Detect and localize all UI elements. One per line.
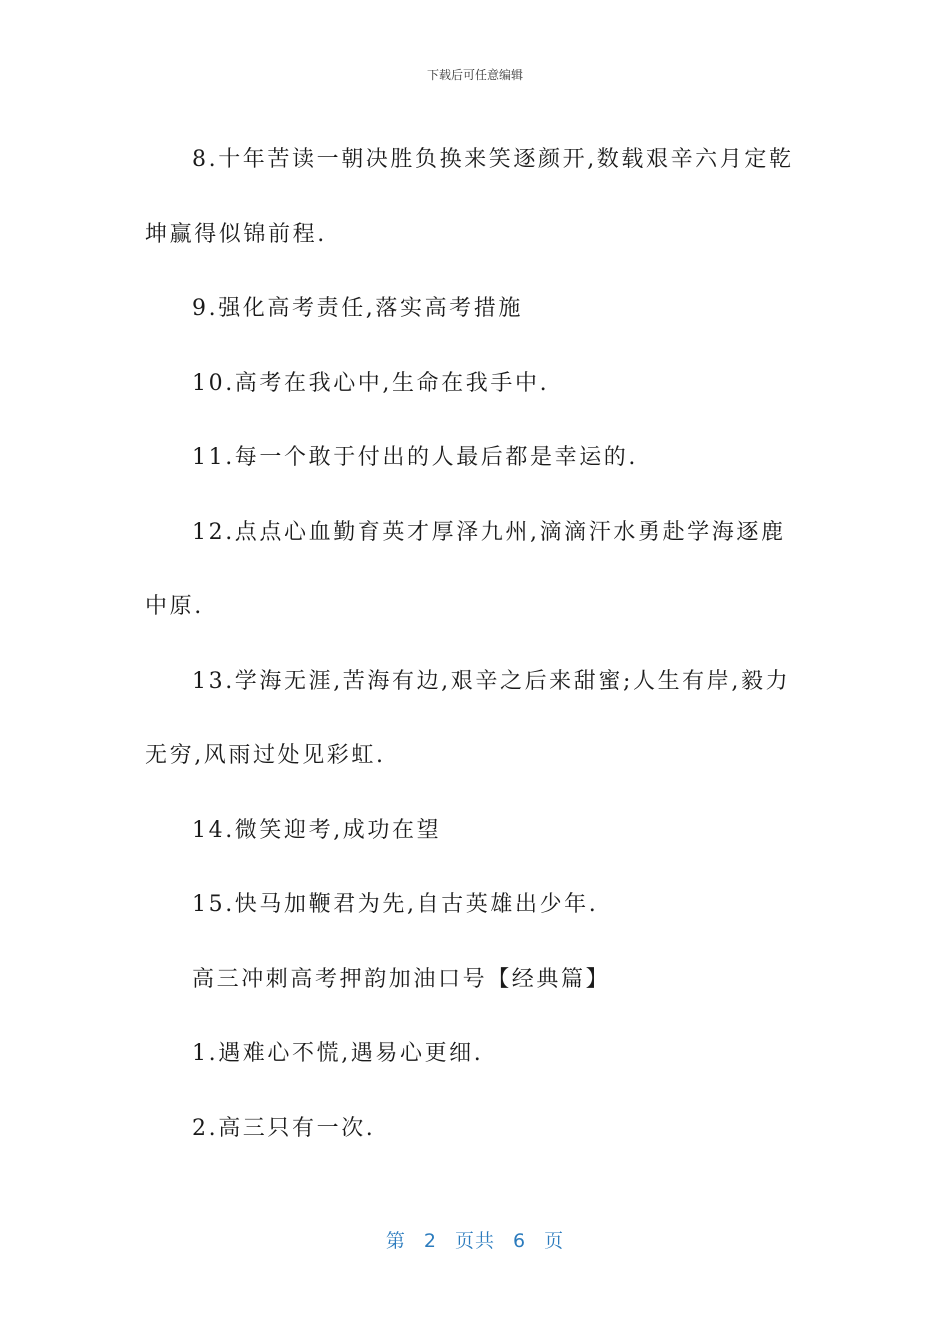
paragraph-2: 2.高三只有一次.: [192, 1115, 376, 1141]
footer-suffix: 页: [544, 1230, 565, 1252]
paragraph-1: 1.遇难心不慌,遇易心更细.: [192, 1041, 484, 1066]
document-body: [145, 123, 810, 1166]
section-heading: 高三冲刺高考押韵加油口号【经典篇】: [192, 966, 611, 992]
footer-middle: 页共: [454, 1230, 495, 1252]
current-page-number: 2: [423, 1230, 437, 1252]
paragraph-12: 12.点点心血勤育英才厚泽九州,滴滴汗水勇赴学海逐鹿中原.: [145, 519, 786, 619]
page-header: 下载后可任意编辑: [426, 68, 523, 82]
total-pages-number: 6: [513, 1230, 527, 1252]
paragraph-13: 13.学海无涯,苦海有边,艰辛之后来甜蜜;人生有岸,毅力无穷,风雨过处见彩虹.: [145, 668, 791, 768]
paragraph-8: 8.十年苦读一朝决胜负换来笑逐颜开,数载艰辛六月定乾坤赢得似锦前程.: [145, 147, 794, 247]
paragraph-14: 14.微笑迎考,成功在望: [192, 817, 442, 843]
paragraph-9: 9.强化高考责任,落实高考措施: [192, 296, 523, 321]
paragraph-10: 10.高考在我心中,生命在我手中.: [192, 370, 550, 396]
paragraph-15: 15.快马加鞭君为先,自古英雄出少年.: [192, 892, 599, 917]
page-footer: [0, 1226, 950, 1253]
footer-prefix: 第: [385, 1230, 406, 1252]
paragraph-11: 11.每一个敢于付出的人最后都是幸运的.: [192, 445, 638, 470]
